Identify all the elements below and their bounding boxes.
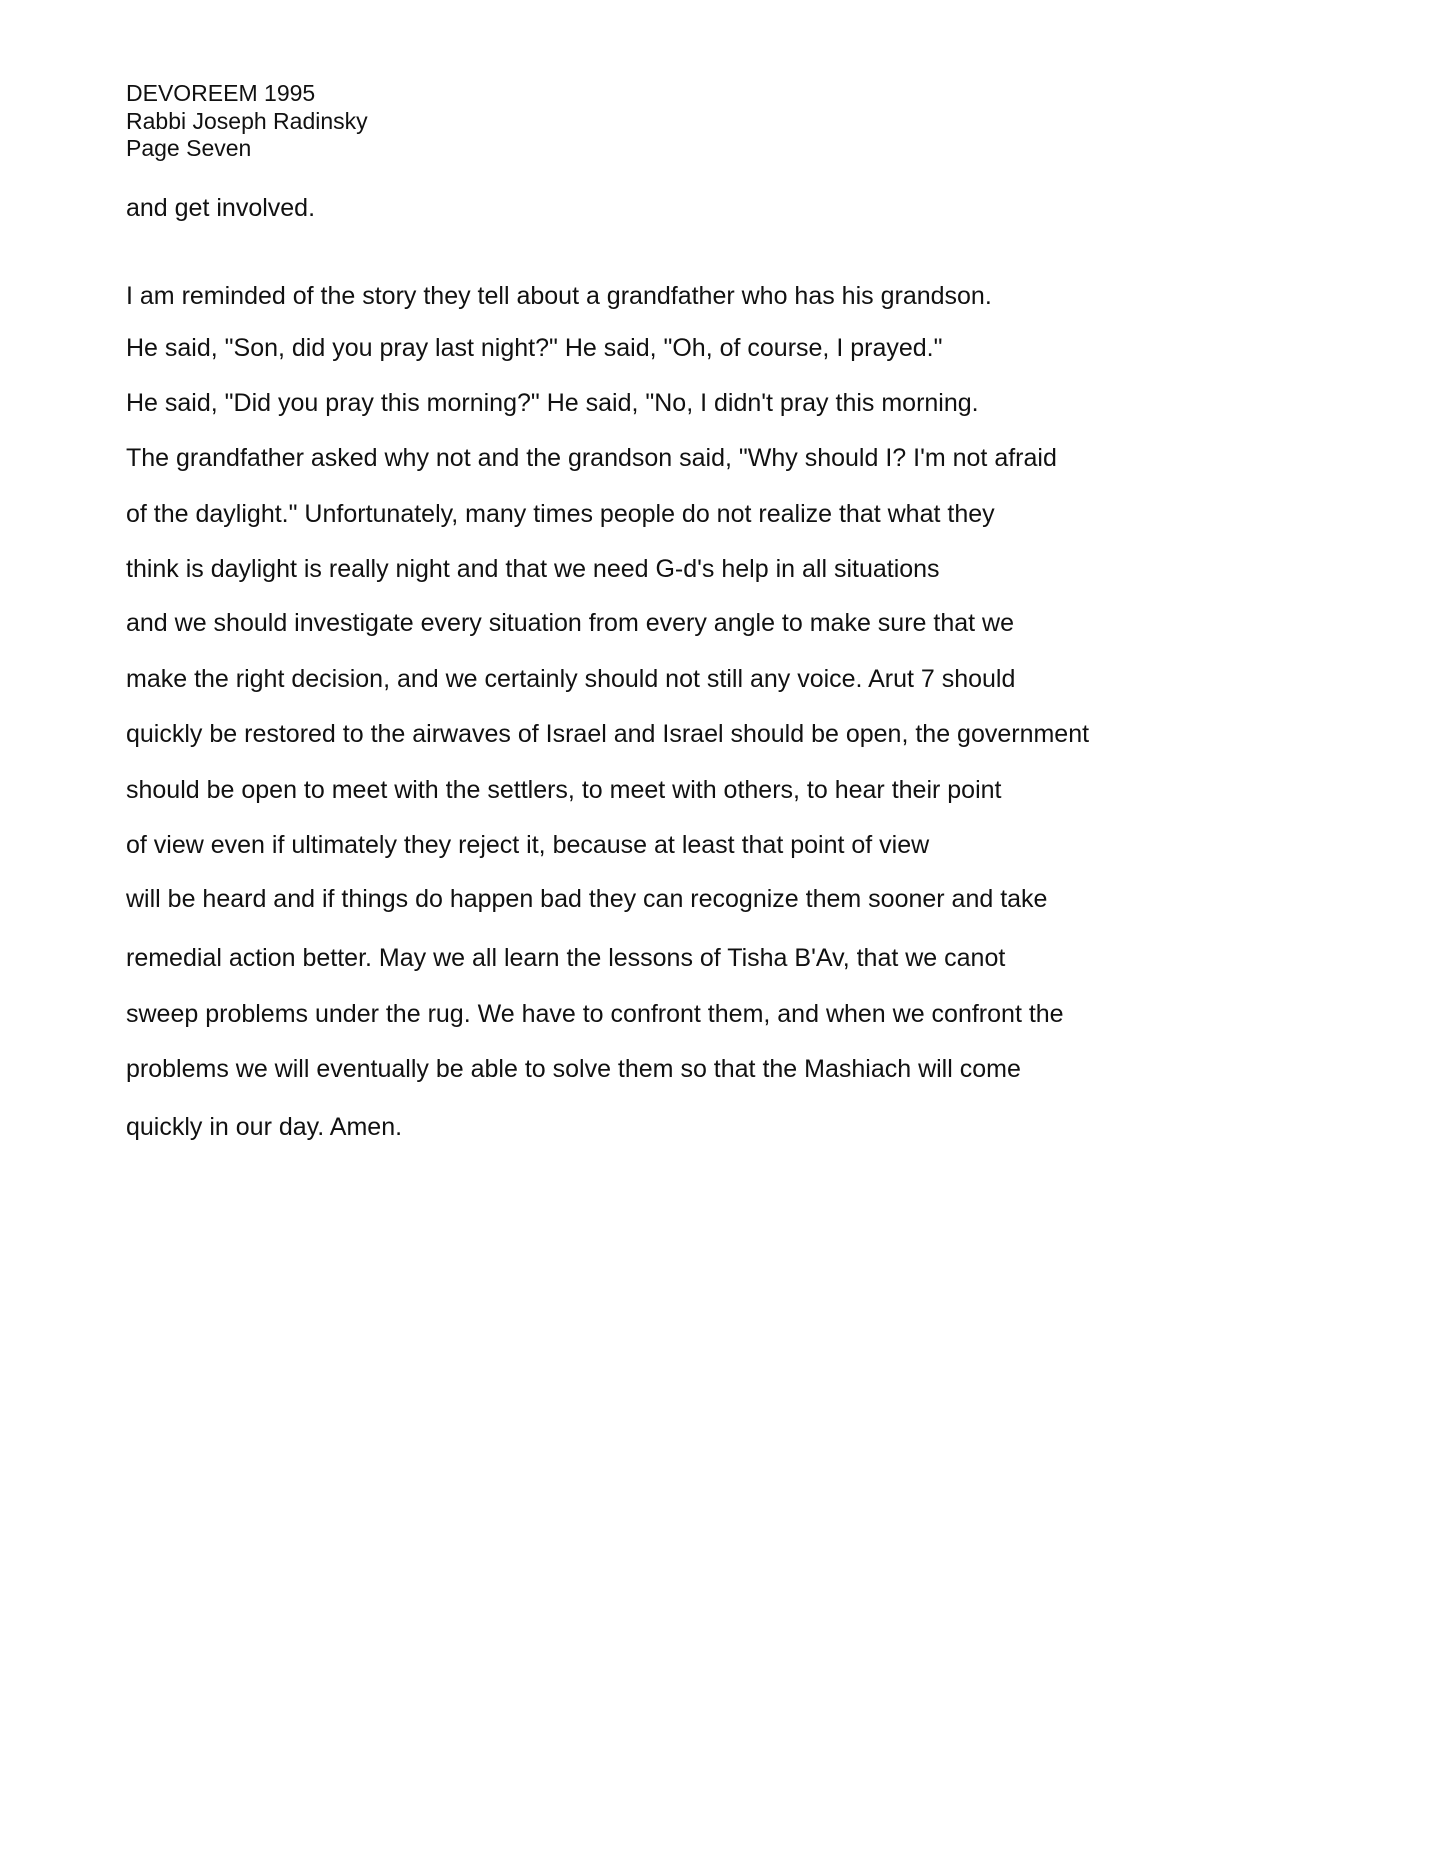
text-line: quickly in our day. Amen.	[126, 1113, 403, 1141]
text-line: make the right decision, and we certainly should not still any voice. Arut 7 should	[126, 665, 1016, 693]
text-line: quickly be restored to the airwaves of Israel and Israel should be open, the government	[126, 720, 1090, 748]
header-title: DEVOREEM 1995	[126, 80, 316, 106]
text-line: I am reminded of the story they tell about a grandfather who has his grandson.	[126, 282, 992, 310]
text-line: He said, "Did you pray this morning?" He said, "No, I didn't pray this morning.	[126, 389, 979, 417]
text-line: of view even if ultimately they reject it, because at least that point of view	[126, 831, 930, 859]
text-line: should be open to meet with the settlers, to meet with others, to hear their point	[126, 776, 1002, 804]
text-line: problems we will eventually be able to solve them so that the Mashiach will come	[126, 1055, 1021, 1083]
text-line: of the daylight." Unfortunately, many times people do not realize that what they	[126, 500, 995, 528]
text-line: sweep problems under the rug. We have to confront them, and when we confront the	[126, 1000, 1064, 1028]
text-line: and we should investigate every situation from every angle to make sure that we	[126, 609, 1014, 637]
header-author: Rabbi Joseph Radinsky	[126, 108, 368, 134]
header-page-number: Page Seven	[126, 135, 252, 161]
text-line: The grandfather asked why not and the grandson said, "Why should I? I'm not afraid	[126, 444, 1057, 472]
text-line: He said, "Son, did you pray last night?" He said, "Oh, of course, I prayed."	[126, 334, 943, 362]
text-line: think is daylight is really night and that we need G-d's help in all situations	[126, 555, 940, 583]
text-line: remedial action better. May we all learn the lessons of Tisha B'Av, that we canot	[126, 944, 1006, 972]
text-line: will be heard and if things do happen bad they can recognize them sooner and take	[126, 885, 1048, 913]
opening-line: and get involved.	[126, 194, 316, 222]
